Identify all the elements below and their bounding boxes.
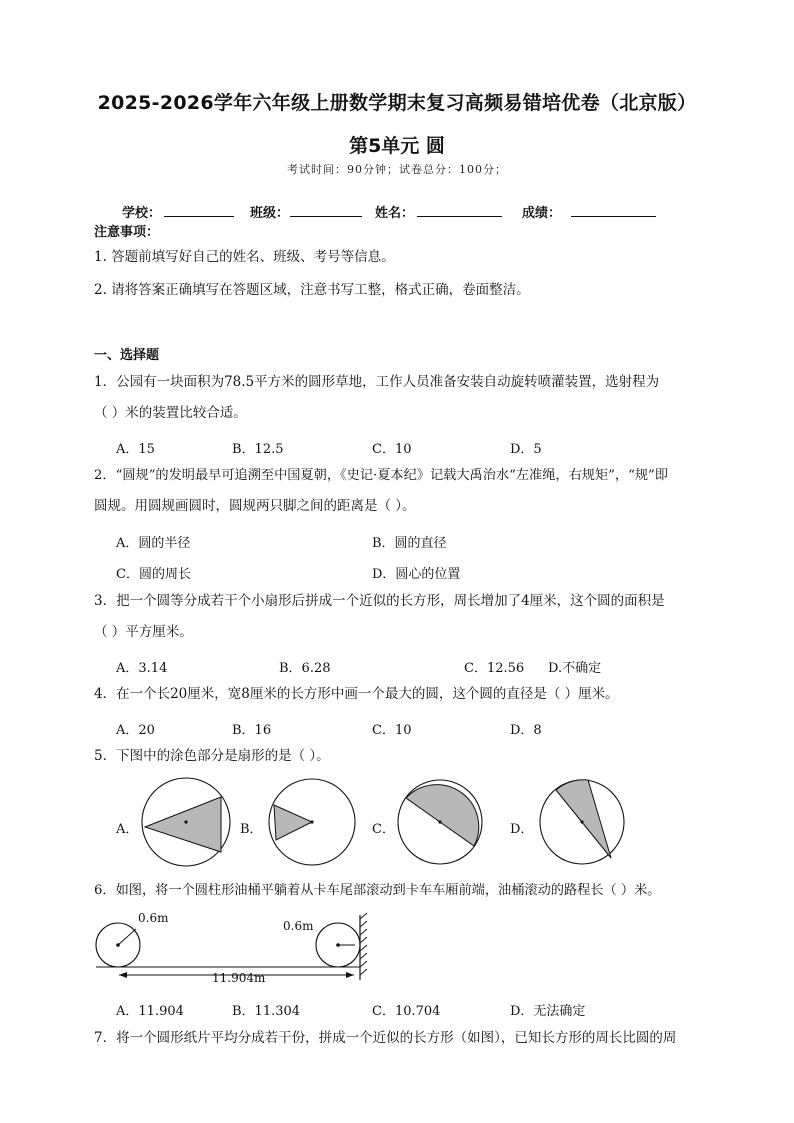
question-1-line-2: （ ）米的装置比较合适。 xyxy=(94,405,247,421)
q5-option-a[interactable]: A． xyxy=(116,822,139,837)
q5-option-c[interactable]: C． xyxy=(372,822,395,837)
figure-d-circle xyxy=(540,780,624,864)
distance-label: 11.904m xyxy=(212,971,266,985)
q6-option-a[interactable]: A．11.904 xyxy=(116,1004,184,1019)
note-item: 2. 请将答案正确填写在答题区域，注意书写工整，格式正确，卷面整洁。 xyxy=(94,282,530,298)
exam-meta: 考试时间：90分钟；试卷总分：100分； xyxy=(287,163,507,176)
figure-b-circle xyxy=(269,779,355,865)
score-label: 成绩： xyxy=(522,206,562,221)
page-title: 2025-2026学年六年级上册数学期末复习高频易错培优卷（北京版） xyxy=(97,92,697,114)
name-field[interactable] xyxy=(417,216,502,217)
q1-option-a[interactable]: A．15 xyxy=(116,442,155,457)
right-radius-label: 0.6m xyxy=(283,919,314,933)
question-5-line-1: 5．下图中的涂色部分是扇形的是（ ）。 xyxy=(94,748,330,764)
class-field[interactable] xyxy=(290,216,362,217)
q4-option-c[interactable]: C．10 xyxy=(372,723,412,738)
q3-option-c[interactable]: C．12.56 xyxy=(464,661,525,676)
q2-option-d[interactable]: D．圆心的位置 xyxy=(372,567,461,582)
notes-heading: 注意事项： xyxy=(94,225,160,240)
question-2-line-2: 圆规。用圆规画圆时，圆规两只脚之间的距离是（ ）。 xyxy=(94,498,416,514)
class-label: 班级： xyxy=(250,206,290,221)
q2-option-c[interactable]: C．圆的周长 xyxy=(116,567,191,582)
question-7-line-1: 7．将一个圆形纸片平均分成若干份，拼成一个近似的长方形（如图），已知长方形的周长比圆的周 xyxy=(94,1030,677,1046)
q1-option-c[interactable]: C．10 xyxy=(372,442,412,457)
q4-option-d[interactable]: D．8 xyxy=(510,723,542,738)
school-field[interactable] xyxy=(164,216,234,217)
q2-option-a[interactable]: A．圆的半径 xyxy=(116,536,191,551)
q6-option-d[interactable]: D．无法确定 xyxy=(510,1004,586,1019)
q4-option-b[interactable]: B．16 xyxy=(232,723,272,738)
left-radius-label: 0.6m xyxy=(138,911,169,925)
q4-option-a[interactable]: A．20 xyxy=(116,723,155,738)
q6-option-b[interactable]: B．11.304 xyxy=(232,1004,301,1019)
score-field[interactable] xyxy=(571,216,656,217)
q5-option-d[interactable]: D． xyxy=(510,822,534,837)
question-2-line-1: 2．“圆规”的发明最早可追溯至中国夏朝，《史记·夏本纪》记载大禹治水“左准绳，右规矩”，“规”即 xyxy=(94,468,668,483)
unit-title: 第5单元 圆 xyxy=(349,135,445,157)
school-label: 学校： xyxy=(122,206,162,221)
section-heading: 一、选择题 xyxy=(94,348,160,363)
question-6-line-1: 6．如图，将一个圆柱形油桶平躺着从卡车尾部滚动到卡车车厢前端，油桶滚动的路程长（ ）米。 xyxy=(94,883,661,898)
q3-option-b[interactable]: B．6.28 xyxy=(279,661,331,676)
q5-option-b[interactable]: B． xyxy=(240,822,263,837)
question-3-line-1: 3．把一个圆等分成若干个小扇形后拼成一个近似的长方形，周长增加了4厘米，这个圆的面积是 xyxy=(94,593,665,609)
note-item: 1. 答题前填写好自己的姓名、班级、考号等信息。 xyxy=(94,249,395,265)
q3-option-a[interactable]: A．3.14 xyxy=(116,661,168,676)
q6-option-c[interactable]: C．10.704 xyxy=(372,1004,441,1019)
figure-c-circle xyxy=(398,780,482,864)
question-4-line-1: 4．在一个长20厘米，宽8厘米的长方形中画一个最大的圆，这个圆的直径是（ ）厘米。 xyxy=(94,686,619,702)
q1-option-d[interactable]: D．5 xyxy=(510,442,542,457)
q1-option-b[interactable]: B．12.5 xyxy=(232,442,284,457)
question-3-line-2: （ ）平方厘米。 xyxy=(94,624,193,640)
name-label: 姓名： xyxy=(375,206,415,221)
question-1-line-1: 1．公园有一块面积为78.5平方米的圆形草地，工作人员准备安装自动旋转喷灌装置，选射程为 xyxy=(94,374,660,390)
q2-option-b[interactable]: B．圆的直径 xyxy=(372,536,447,551)
sector-figures xyxy=(0,770,794,880)
figure-a-circle xyxy=(142,778,230,866)
barrel-figure xyxy=(0,905,794,990)
q3-option-d[interactable]: D.不确定 xyxy=(548,661,602,676)
